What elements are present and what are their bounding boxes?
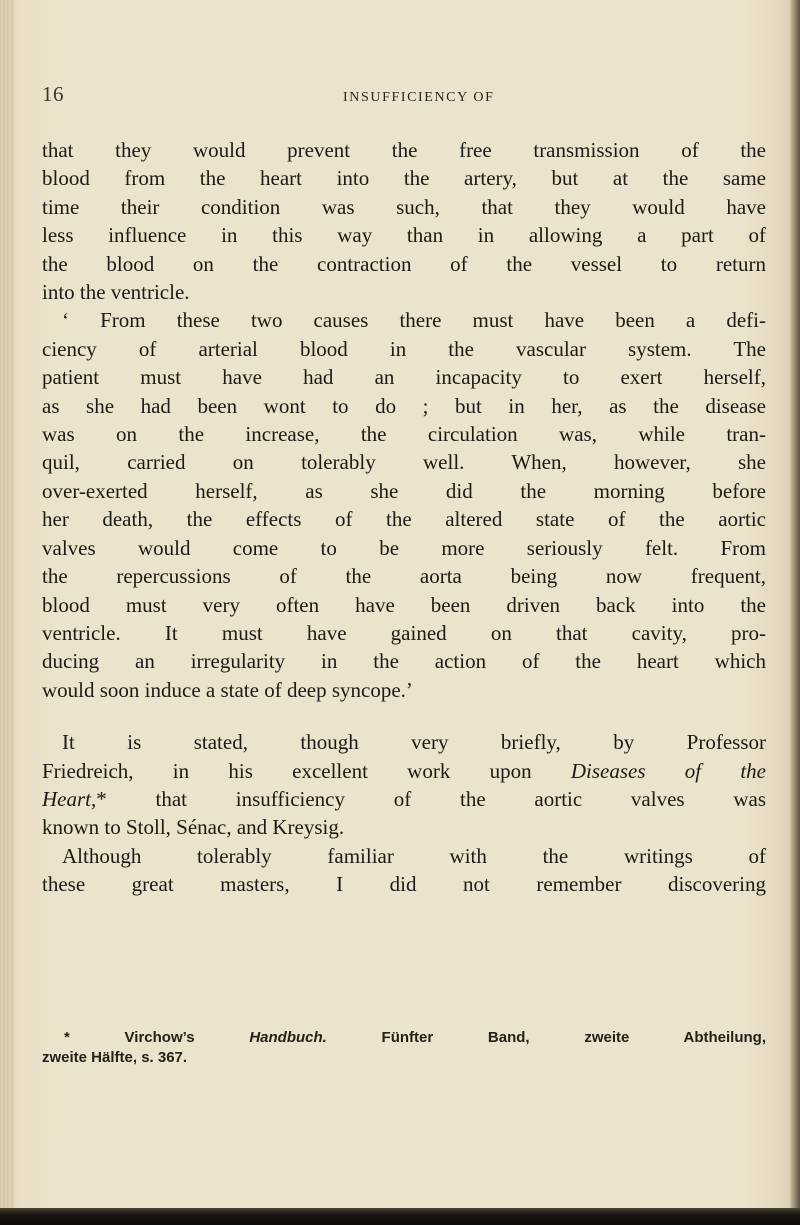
book-title: Heart, [42,786,97,811]
footnote-line: zweite Hälfte, s. 367. [42,1049,188,1066]
page-left-edge [0,0,14,1225]
text-line: her death, the effects of the altered state of the aortic [42,507,766,532]
book-title: Diseases of the [570,758,766,783]
footnote-line [42,1028,766,1048]
text-line: blood from the heart into the artery, but at the same [42,166,766,191]
text-line: It is stated, though very briefly, by Professor [62,730,766,755]
page-right-edge [790,0,800,1225]
footnote-marker-text: * Virchow’s [64,1029,250,1046]
paragraph-2 [42,306,766,704]
paragraph-3 [42,728,766,842]
footnote-title: Handbuch. [249,1029,327,1046]
text-line: time their condition was such, that they would have [42,194,766,219]
text-line: the blood on the contraction of the vessel to return [42,251,766,276]
paragraph-gap [42,704,766,728]
text-line: would soon induce a state of deep syncope.’ [42,677,413,702]
text-segment: * that insufficiency of the aortic valves was [96,786,766,811]
text-line: was on the increase, the circulation was, while tran- [42,422,766,447]
text-segment: Friedreich, in his excellent work upon [42,758,571,783]
text-line: valves would come to be more seriously felt. From [42,535,766,560]
text-line: known to Stoll, Sénac, and Kreysig. [42,815,345,840]
text-line: into the ventricle. [42,280,190,305]
footnote [42,1028,766,1068]
text-line: quil, carried on tolerably well. When, however, she [42,450,766,475]
text-line: patient must have had an incapacity to exert herself, [42,365,766,390]
text-line [42,757,766,785]
text-line: ciency of arterial blood in the vascular system. The [42,336,766,361]
body-text [42,136,766,899]
paragraph-4 [42,842,766,899]
text-line: over-exerted herself, as she did the morning before [42,478,766,503]
paragraph-1 [42,136,766,306]
text-line: as she had been wont to do ; but in her, as the disease [42,393,766,418]
text-line: the repercussions of the aorta being now frequent, [42,564,766,589]
text-line: these great masters, I did not remember discovering [42,872,766,897]
text-line: ‘ From these two causes there must have been a defi- [62,308,766,333]
text-line [42,785,766,813]
text-line: blood must very often have been driven back into the [42,592,766,617]
text-line: less influence in this way than in allowing a part of [42,223,766,248]
footnote-text: Fünfter Band, zweite Abtheilung, [326,1029,766,1046]
page-bottom-edge [0,1208,800,1225]
text-line: ducing an irregularity in the action of the heart which [42,649,766,674]
page-number: 16 [42,82,64,106]
text-line: Although tolerably familiar with the writings of [62,843,766,868]
running-head: INSUFFICIENCY OF [343,90,495,105]
text-line: that they would prevent the free transmission of the [42,138,766,162]
text-line: ventricle. It must have gained on that cavity, pro- [42,620,766,645]
